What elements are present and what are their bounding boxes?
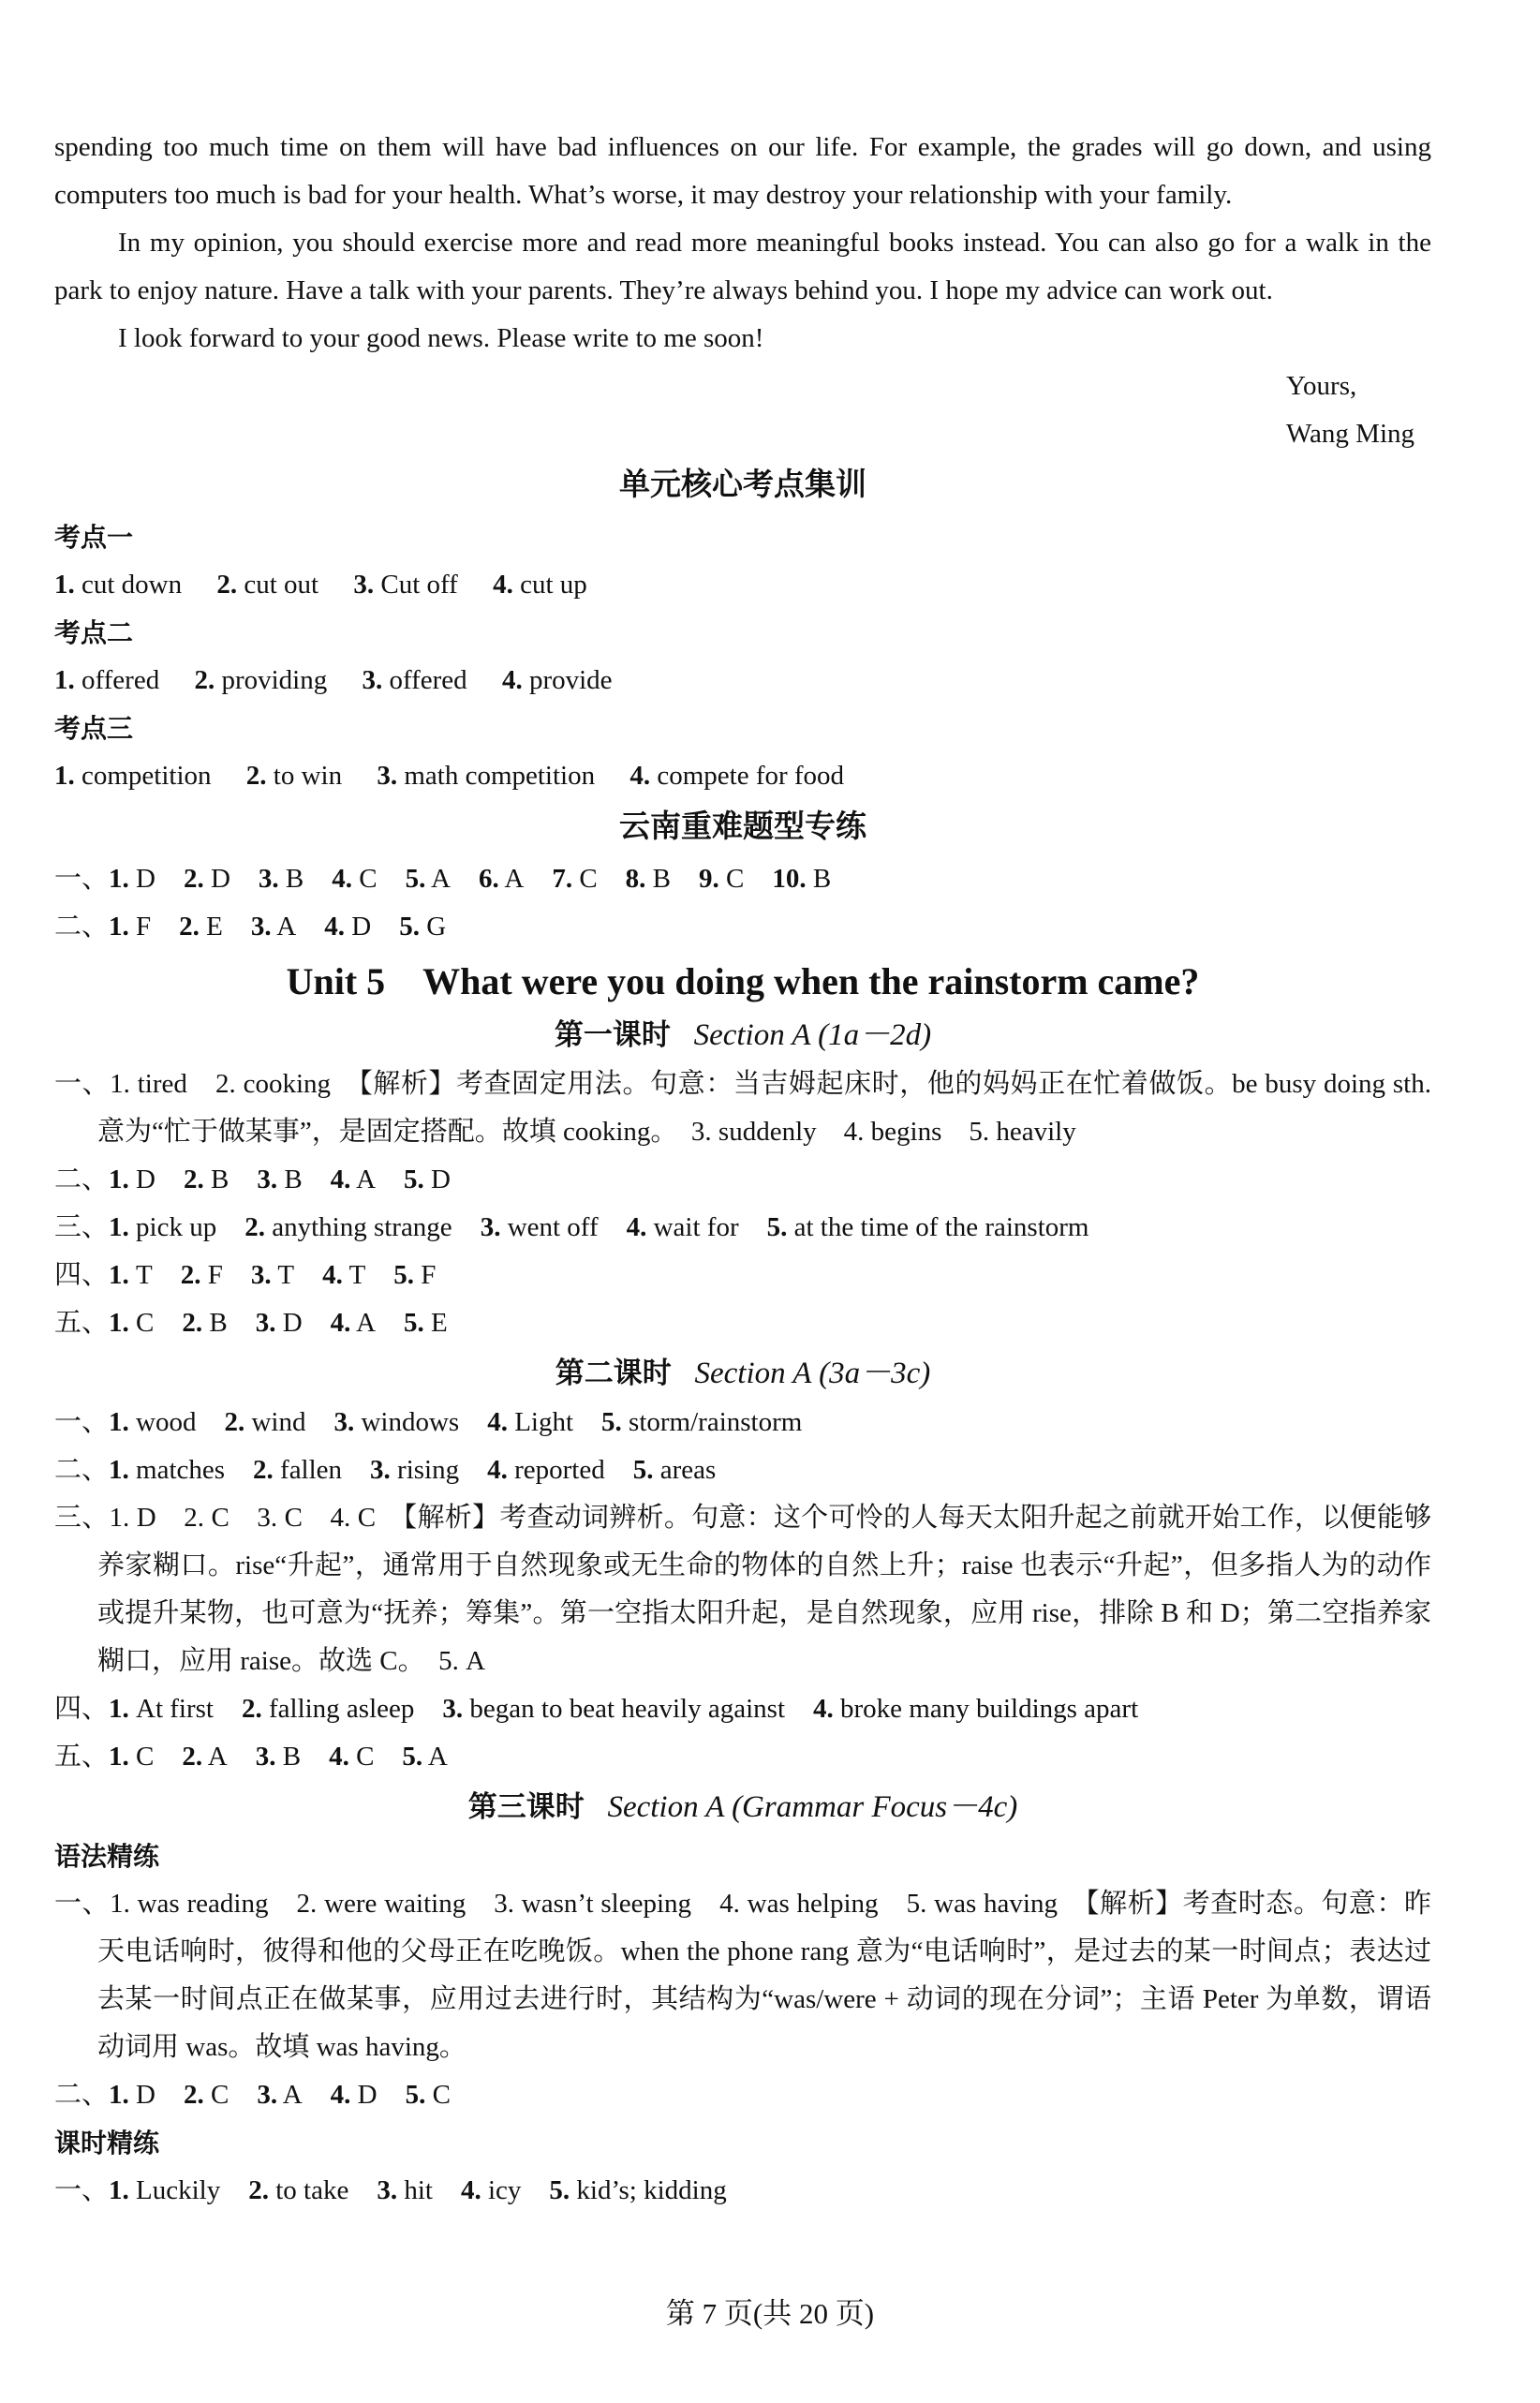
answer-item: G (426, 912, 447, 942)
answer-item: B (652, 864, 672, 894)
letter-signature: Wang Ming (1286, 419, 1415, 449)
page-number: 第 7 页(共 20 页) (665, 2297, 875, 2330)
lesson-1-cn: 第一课时 (554, 1018, 671, 1052)
lesson-2-en: Section A (3a－3c) (694, 1357, 931, 1390)
answer-item: T (136, 1260, 153, 1290)
answer-item: began to beat heavily against (469, 1694, 786, 1724)
answer-item: C (210, 2080, 230, 2110)
answer-item: offered (389, 665, 467, 695)
kaodian-1-label: 考点一 (54, 522, 134, 553)
answer-item: A (356, 1308, 377, 1338)
answer-item: T (277, 1260, 295, 1290)
letter-paragraph-2: In my opinion, you should exercise more and read more meaningful books instead. You can also go for a walk in the park to enjoy nature. Have a talk with your parents. They’re always behind you. I hope my advice can work out. (54, 228, 1431, 305)
answer-item: broke many buildings apart (840, 1694, 1139, 1724)
lesson-2-part-5: 五、1. C 2. A 3. B 4. C 5. A (54, 1742, 448, 1772)
lesson-practice-part-1: 一、1. Luckily 2. to take 3. hit 4. icy 5. kid’s; kidding (54, 2175, 727, 2205)
answer-item: F (421, 1260, 437, 1290)
answer-item: C (136, 1742, 155, 1772)
answer-item: F (207, 1260, 223, 1290)
answer-item: wait for (653, 1212, 739, 1242)
part-prefix: 五、 (54, 1308, 110, 1338)
answer-item: provide (528, 665, 613, 695)
part-prefix: 三、 (54, 1503, 110, 1533)
kaodian-2-answers: 1. offered 2. providing 3. offered 4. provide (54, 665, 613, 695)
answer-item: D (357, 2080, 378, 2110)
part-prefix: 二、 (54, 1164, 110, 1194)
lesson-1-en: Section A (1a－2d) (693, 1018, 932, 1052)
answer-item: B (209, 1308, 228, 1338)
yunnan-part-2: 二、1. F 2. E 3. A 4. D 5. G (54, 912, 447, 942)
answer-item: A (276, 912, 297, 942)
lesson-1-part-4: 四、1. T 2. F 3. T 4. T 5. F (54, 1260, 437, 1290)
part-prefix: 三、 (54, 1212, 110, 1242)
answer-item: A (427, 1742, 448, 1772)
answer-item: D (136, 2080, 155, 2110)
answer-item: at the time of the rainstorm (793, 1212, 1089, 1242)
answer-item: D (136, 864, 155, 894)
answer-item: hit (404, 2175, 433, 2205)
answer-item: E (206, 912, 223, 942)
answer-item: storm/rainstorm (629, 1407, 803, 1437)
part-text: 1. D 2. C 3. C 4. C 【解析】考查动词辨析。句意：这个可怜的人每天太阳升起之前就开始工作，以便能够养家糊口。rise“升起”，通常用于自然现象或无生命的物体的自然上升；raise 也表示“升起”，但多指人为的动作或提升某物，也可意为“抚养；筹集”。第一空指太阳升起，是自然现象，应用 rise，排除 B 和 D；第二空指养家糊口，应用 raise。故选 C。 5. A (97, 1503, 1431, 1676)
answer-item: areas (659, 1455, 717, 1485)
answer-item: D (136, 1164, 155, 1194)
lesson-1-part-2: 二、1. D 2. B 3. B 4. A 5. D (54, 1164, 451, 1194)
answer-item: cut up (520, 570, 587, 600)
answer-item: wind (251, 1407, 306, 1437)
part-prefix: 一、 (54, 1407, 110, 1437)
lesson-3-heading (54, 1784, 1431, 1832)
lesson-2-part-1: 一、1. wood 2. wind 3. windows 4. Light 5. storm/rainstorm (54, 1407, 803, 1437)
answer-item: fallen (280, 1455, 343, 1485)
answer-item: A (282, 2080, 303, 2110)
part-prefix: 五、 (54, 1742, 110, 1772)
answer-item: A (356, 1164, 377, 1194)
answer-item: D (431, 1164, 451, 1194)
answer-item: cut out (244, 570, 319, 600)
answer-item: competition (81, 761, 212, 791)
core-section-title: 单元核心考点集训 (619, 468, 866, 502)
unit-title: Unit 5 What were you doing when the rainstorm came? (286, 960, 1200, 1002)
answer-item: compete for food (657, 761, 845, 791)
lesson-2-part-4: 四、1. At first 2. falling asleep 3. began to beat heavily against 4. broke many buildings apart (54, 1694, 1139, 1724)
answer-item: A (431, 864, 451, 894)
part-prefix: 一、 (54, 1889, 111, 1919)
grammar-practice-label: 语法精练 (54, 1841, 160, 1872)
answer-item: C (356, 1742, 375, 1772)
answer-item: falling asleep (268, 1694, 415, 1724)
grammar-part-1 (54, 1880, 1431, 2071)
answer-item: Cut off (380, 570, 458, 600)
yunnan-section-title: 云南重难题型专练 (619, 810, 866, 844)
answer-item: F (136, 912, 152, 942)
answer-item: Light (514, 1407, 574, 1437)
kaodian-3-label: 考点三 (54, 713, 134, 744)
answer-item: A (207, 1742, 228, 1772)
part-prefix: 二、 (54, 2080, 110, 2110)
answer-item: D (351, 912, 372, 942)
answer-item: providing (221, 665, 328, 695)
answer-item: A (504, 864, 525, 894)
answer-item: B (282, 1742, 302, 1772)
lesson-2-part-2: 二、1. matches 2. fallen 3. rising 4. reported 5. areas (54, 1455, 717, 1485)
part-prefix: 一、 (54, 2175, 110, 2205)
answer-item: math competition (404, 761, 596, 791)
answer-item: C (432, 2080, 451, 2110)
part-prefix: 四、 (54, 1694, 110, 1724)
answer-item: T (348, 1260, 366, 1290)
answer-item: At first (136, 1694, 214, 1724)
answer-item: anything strange (272, 1212, 452, 1242)
answer-item: B (285, 864, 304, 894)
answer-item: C (579, 864, 598, 894)
answer-item: Luckily (136, 2175, 221, 2205)
kaodian-2-label: 考点二 (54, 617, 134, 648)
answer-item: E (431, 1308, 448, 1338)
lesson-1-part-3: 三、1. pick up 2. anything strange 3. went off 4. wait for 5. at the time of the rainstorm (54, 1212, 1089, 1242)
grammar-part-2: 二、1. D 2. C 3. A 4. D 5. C (54, 2080, 451, 2110)
answer-item: C (726, 864, 745, 894)
letter-paragraph-1: spending too much time on them will have bad influences on our life. For example, the grades will go down, and using computers too much is bad for your health. What’s worse, it may destroy your relationship with your family. (54, 132, 1431, 210)
answer-item: rising (397, 1455, 460, 1485)
lesson-2-heading (54, 1350, 1431, 1398)
answer-item: reported (514, 1455, 605, 1485)
answer-item: windows (361, 1407, 460, 1437)
kaodian-3-answers: 1. competition 2. to win 3. math competition 4. compete for food (54, 761, 845, 791)
answer-item: pick up (136, 1212, 217, 1242)
lesson-1-heading (54, 1012, 1431, 1060)
lesson-3-en: Section A (Grammar Focus－4c) (607, 1790, 1018, 1824)
answer-item: C (136, 1308, 155, 1338)
lesson-1-part-1 (54, 1061, 1431, 1156)
part-text: 1. tired 2. cooking 【解析】考查固定用法。句意：当吉姆起床时，他的妈妈正在忙着做饭。be busy doing sth. 意为“忙于做某事”，是固定搭配。故填 cooking。 3. suddenly 4. begins 5. heavily (97, 1069, 1431, 1147)
answer-item: matches (136, 1455, 226, 1485)
answer-content (54, 124, 1431, 2215)
kaodian-1-answers: 1. cut down 2. cut out 3. Cut off 4. cut up (54, 570, 587, 600)
answer-item: D (282, 1308, 303, 1338)
answer-item: to win (273, 761, 343, 791)
yunnan-part-1: 一、1. D 2. D 3. B 4. C 5. A 6. A 7. C 8. B 9. C 10. B (54, 864, 832, 894)
answer-item: B (812, 864, 832, 894)
answer-item: went off (507, 1212, 599, 1242)
lesson-2-cn: 第二课时 (555, 1357, 672, 1390)
part-prefix: 一、 (54, 864, 110, 894)
part-prefix: 一、 (54, 1069, 111, 1099)
part-prefix: 二、 (54, 912, 110, 942)
answer-item: cut down (81, 570, 183, 600)
answer-item: to take (275, 2175, 349, 2205)
answer-item: offered (81, 665, 160, 695)
answer-item: icy (487, 2175, 522, 2205)
lesson-1-part-5: 五、1. C 2. B 3. D 4. A 5. E (54, 1308, 448, 1338)
answer-item: wood (136, 1407, 197, 1437)
lesson-3-cn: 第三课时 (467, 1790, 585, 1824)
answer-item: B (284, 1164, 303, 1194)
letter-paragraph-3: I look forward to your good news. Please write to me soon! (118, 323, 764, 353)
lesson-practice-label: 课时精练 (54, 2128, 160, 2158)
answer-item: kid’s; kidding (576, 2175, 727, 2205)
part-text: 1. was reading 2. were waiting 3. wasn’t sleeping 4. was helping 5. was having 【解析】考查时态。句意：昨天电话响时，彼得和他的父母正在吃晚饭。when the phone rang 意为“电话响时”，是过去的某一时间点；表达过去某一时间点正在做某事，应用过去进行时，其结构为“was/were + 动词的现在分词”；主语 Peter 为单数，谓语动词用 was。故填 was having。 (97, 1889, 1431, 2062)
answer-item: D (210, 864, 230, 894)
answer-item: B (210, 1164, 230, 1194)
part-prefix: 四、 (54, 1260, 110, 1290)
part-prefix: 二、 (54, 1455, 110, 1485)
lesson-2-part-3 (54, 1494, 1431, 1685)
letter-closing: Yours, (1286, 371, 1357, 401)
answer-item: C (359, 864, 378, 894)
